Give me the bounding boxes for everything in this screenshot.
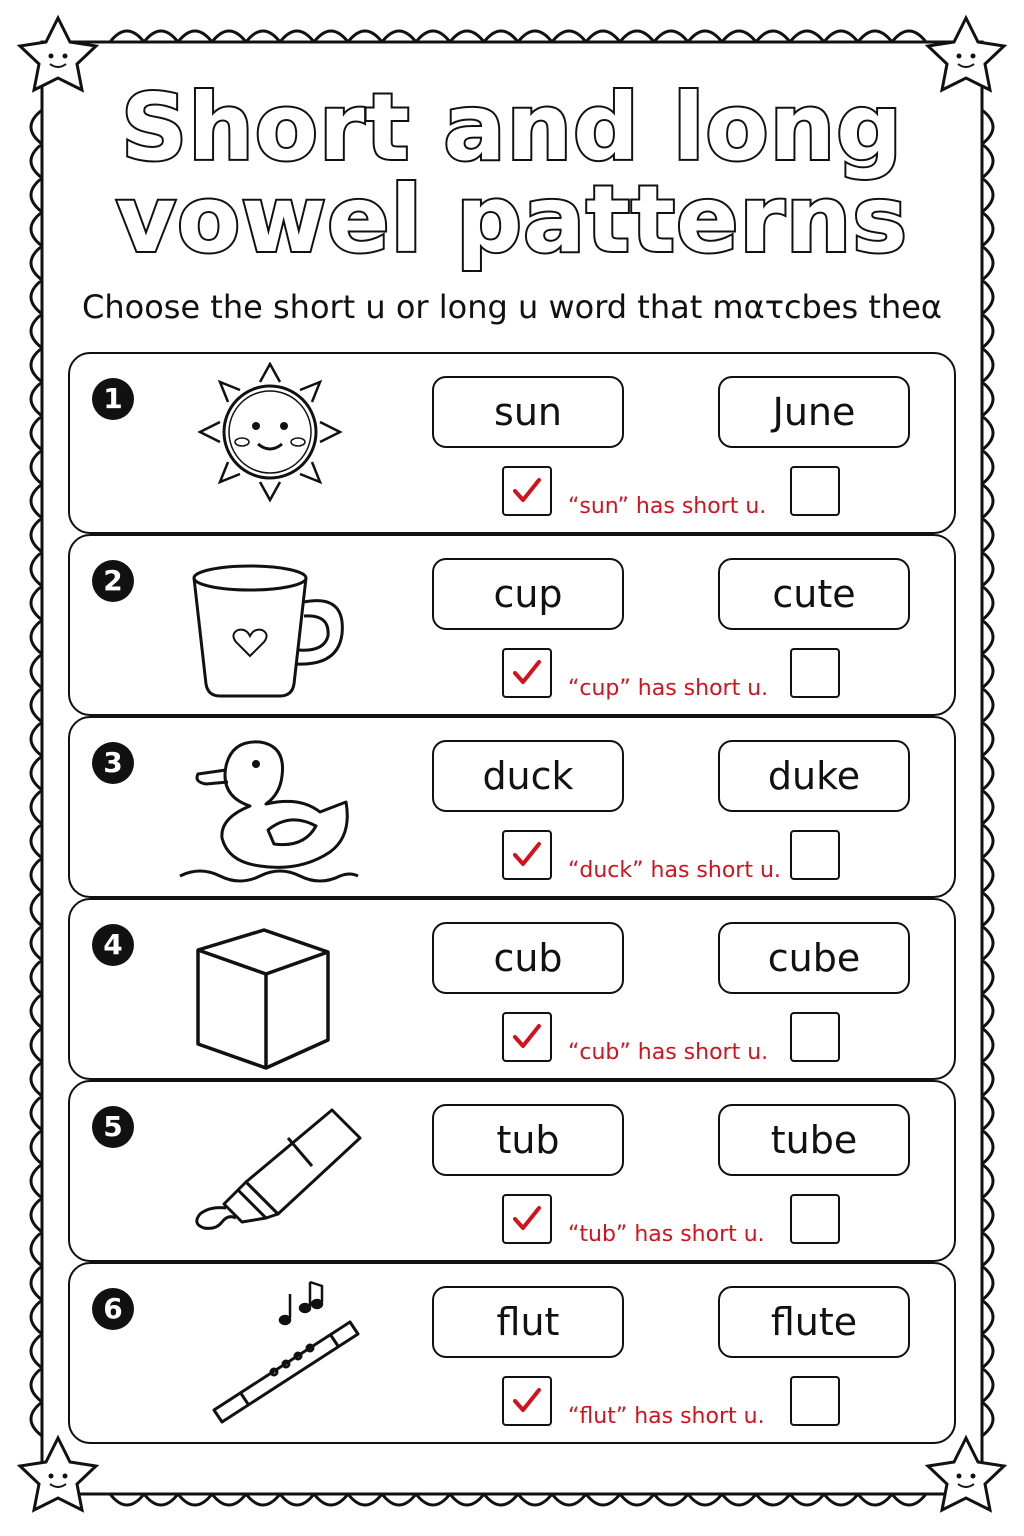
instructions: Choose the short u or long u word that mατcbes theα [81,288,942,326]
question-row-2 [68,534,956,716]
question-number: 2 [92,560,134,602]
cup-icon [170,544,370,708]
question-row-1 [68,352,956,534]
worksheet-title-line2: vowel patterns [115,166,909,273]
answer-note: “flut” has short u. [568,1404,765,1429]
long-word-option[interactable]: tube [718,1104,910,1176]
answer-note: “duck” has short u. [568,858,781,883]
question-row-6 [68,1262,956,1444]
question-number: 3 [92,742,134,784]
sun-icon [170,362,370,526]
question-row-3 [68,716,956,898]
music-note-icon [280,1282,322,1324]
question-row-5 [68,1080,956,1262]
long-word-option[interactable]: cute [718,558,910,630]
checkmark-icon [508,1018,546,1056]
checkmark-icon [508,654,546,692]
duck-icon [170,726,370,890]
checkmark-icon [508,1200,546,1238]
question-number: 6 [92,1288,134,1330]
short-word-option[interactable]: cup [432,558,624,630]
long-word-checkbox[interactable] [790,1012,840,1062]
long-word-option[interactable]: duke [718,740,910,812]
short-word-checkbox[interactable] [502,1012,552,1062]
long-word-option[interactable]: cube [718,922,910,994]
short-word-checkbox[interactable] [502,1376,552,1426]
flute-icon [170,1272,370,1436]
short-word-option[interactable]: flut [432,1286,624,1358]
answer-note: “tub” has short u. [568,1222,765,1247]
checkmark-icon [508,1382,546,1420]
short-word-checkbox[interactable] [502,830,552,880]
question-number: 5 [92,1106,134,1148]
short-word-checkbox[interactable] [502,466,552,516]
long-word-checkbox[interactable] [790,1194,840,1244]
worksheet-title-line1: Short and long [121,74,903,181]
short-word-option[interactable]: tub [432,1104,624,1176]
question-row-4 [68,898,956,1080]
short-word-option[interactable]: duck [432,740,624,812]
long-word-checkbox[interactable] [790,648,840,698]
checkmark-icon [508,472,546,510]
star-icon [20,1438,96,1510]
short-word-option[interactable]: sun [432,376,624,448]
answer-note: “cub” has short u. [568,1040,769,1065]
checkmark-icon [508,836,546,874]
star-icon [928,1438,1004,1510]
question-number: 4 [92,924,134,966]
answer-note: “cup” has short u. [568,676,769,701]
long-word-checkbox[interactable] [790,466,840,516]
short-word-checkbox[interactable] [502,1194,552,1244]
answer-note: “sun” has short u. [568,494,767,519]
long-word-option[interactable]: June [718,376,910,448]
long-word-checkbox[interactable] [790,1376,840,1426]
question-number: 1 [92,378,134,420]
cube-icon [170,908,370,1072]
tube-icon [170,1090,370,1254]
long-word-option[interactable]: flute [718,1286,910,1358]
short-word-checkbox[interactable] [502,648,552,698]
short-word-option[interactable]: cub [432,922,624,994]
long-word-checkbox[interactable] [790,830,840,880]
